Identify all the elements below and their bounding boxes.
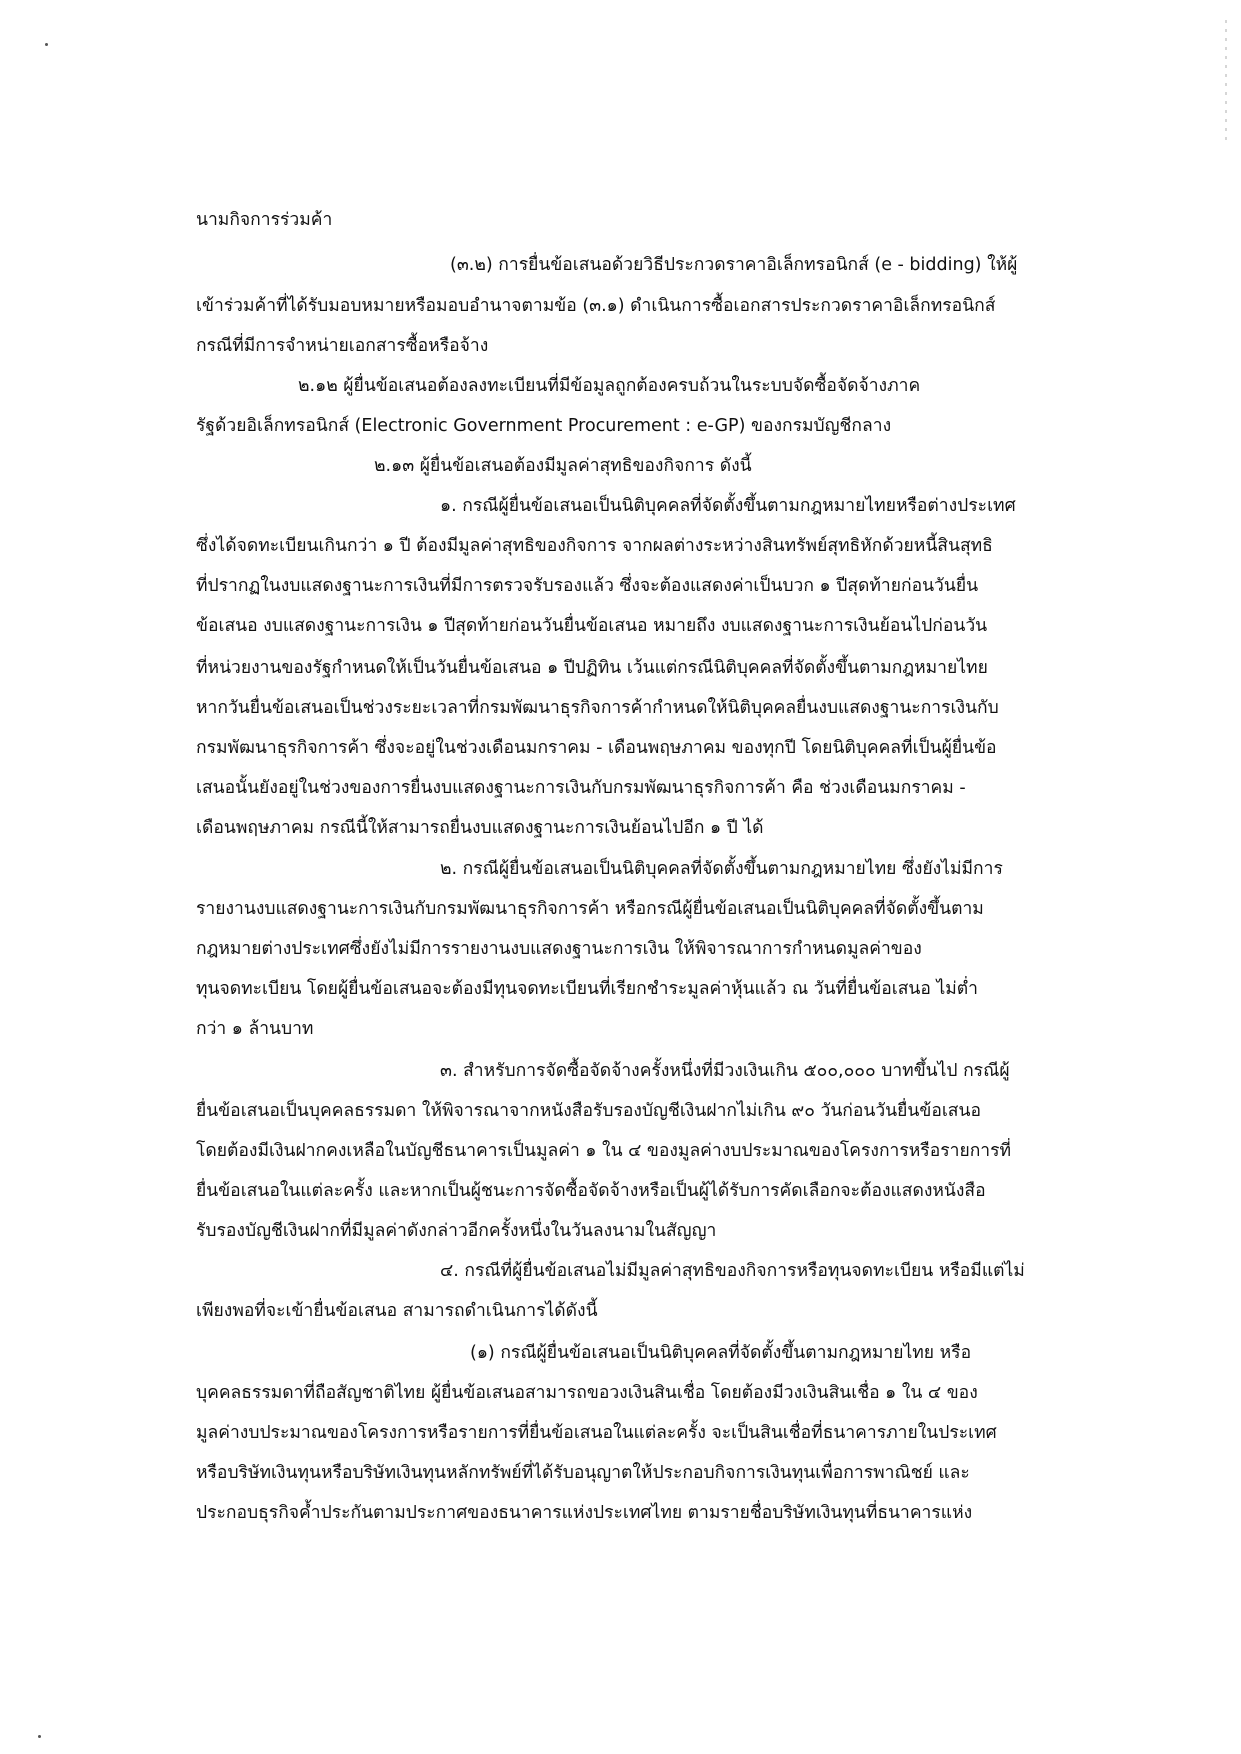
text-line: ซึ่งได้จดทะเบียนเกินกว่า ๑ ปี ต้องมีมูลค่าสุทธิของกิจการ จากผลต่างระหว่างสินทรัพย์สุทธิหักด้วยหนี้สินสุทธิ	[196, 536, 993, 556]
text-line: รับรองบัญชีเงินฝากที่มีมูลค่าดังกล่าวอีกครั้งหนึ่งในวันลงนามในสัญญา	[196, 1221, 717, 1241]
text-line: กรมพัฒนาธุรกิจการค้า ซึ่งจะอยู่ในช่วงเดือนมกราคม - เดือนพฤษภาคม ของทุกปี โดยนิติบุคคลที่เป็นผู้ยื่นข้อ	[196, 738, 997, 758]
text-line: เพียงพอที่จะเข้ายื่นข้อเสนอ สามารถดำเนินการได้ดังนี้	[196, 1301, 598, 1321]
text-line: ข้อเสนอ งบแสดงฐานะการเงิน ๑ ปีสุดท้ายก่อนวันยื่นข้อเสนอ หมายถึง งบแสดงฐานะการเงินย้อนไปก่อนวัน	[196, 616, 988, 636]
text-line: กฎหมายต่างประเทศซึ่งยังไม่มีการรายงานงบแสดงฐานะการเงิน ให้พิจารณาการกำหนดมูลค่าของ	[196, 939, 922, 959]
text-line: ยื่นข้อเสนอเป็นบุคคลธรรมดา ให้พิจารณาจากหนังสือรับรองบัญชีเงินฝากไม่เกิน ๙๐ วันก่อนวันยื่นข้อเสนอ	[196, 1101, 981, 1121]
text-line: กว่า ๑ ล้านบาท	[196, 1019, 314, 1039]
text-line: โดยต้องมีเงินฝากคงเหลือในบัญชีธนาคารเป็นมูลค่า ๑ ใน ๔ ของมูลค่างบประมาณของโครงการหรือรายการที่	[196, 1141, 1012, 1161]
text-line: มูลค่างบประมาณของโครงการหรือรายการที่ยื่นข้อเสนอในแต่ละครั้ง จะเป็นสินเชื่อที่ธนาคารภายในประเทศ	[196, 1423, 997, 1443]
text-line: กรณีที่มีการจำหน่ายเอกสารซื้อหรือจ้าง	[196, 336, 489, 356]
text-line: ๒.๑๓ ผู้ยื่นข้อเสนอต้องมีมูลค่าสุทธิของกิจการ ดังนี้	[374, 456, 752, 476]
text-line: ๑. กรณีผู้ยื่นข้อเสนอเป็นนิติบุคคลที่จัดตั้งขึ้นตามกฎหมายไทยหรือต่างประเทศ	[440, 496, 1016, 516]
text-line: ทุนจดทะเบียน โดยผู้ยื่นข้อเสนอจะต้องมีทุนจดทะเบียนที่เรียกชำระมูลค่าหุ้นแล้ว ณ วันที่ยื่นข้อเสนอ ไม่ต่ำ	[196, 979, 978, 999]
text-line: เข้าร่วมค้าที่ได้รับมอบหมายหรือมอบอำนาจตามข้อ (๓.๑) ดำเนินการซื้อเอกสารประกวดราคาอิเล็กทรอนิกส์	[196, 296, 996, 316]
text-line: ๒.๑๒ ผู้ยื่นข้อเสนอต้องลงทะเบียนที่มีข้อมูลถูกต้องครบถ้วนในระบบจัดซื้อจัดจ้างภาค	[298, 376, 921, 396]
scan-edge-marks	[1225, 20, 1227, 140]
text-line: ที่ปรากฏในงบแสดงฐานะการเงินที่มีการตรวจรับรองแล้ว ซึ่งจะต้องแสดงค่าเป็นบวก ๑ ปีสุดท้ายก่อนวันยื่น	[196, 576, 979, 596]
text-line: ประกอบธุรกิจค้ำประกันตามประกาศของธนาคารแห่งประเทศไทย ตามรายชื่อบริษัทเงินทุนที่ธนาคารแห่ง	[196, 1503, 973, 1523]
text-line: เสนอนั้นยังอยู่ในช่วงของการยื่นงบแสดงฐานะการเงินกับกรมพัฒนาธุรกิจการค้า คือ ช่วงเดือนมกราคม -	[196, 778, 966, 798]
scan-speck	[38, 1735, 41, 1738]
text-line: ๓. สำหรับการจัดซื้อจัดจ้างครั้งหนึ่งที่มีวงเงินเกิน ๕๐๐,๐๐๐ บาทขึ้นไป กรณีผู้	[440, 1061, 1010, 1081]
text-line: (๑) กรณีผู้ยื่นข้อเสนอเป็นนิติบุคคลที่จัดตั้งขึ้นตามกฎหมายไทย หรือ	[470, 1343, 972, 1363]
text-line: หรือบริษัทเงินทุนหรือบริษัทเงินทุนหลักทรัพย์ที่ได้รับอนุญาตให้ประกอบกิจการเงินทุนเพื่อการพาณิชย์ และ	[196, 1463, 970, 1483]
text-line: ๒. กรณีผู้ยื่นข้อเสนอเป็นนิติบุคคลที่จัดตั้งขึ้นตามกฎหมายไทย ซึ่งยังไม่มีการ	[440, 859, 1003, 879]
text-line: รัฐด้วยอิเล็กทรอนิกส์ (Electronic Government Procurement : e-GP) ของกรมบัญชีกลาง	[196, 416, 892, 436]
text-line: ที่หน่วยงานของรัฐกำหนดให้เป็นวันยื่นข้อเสนอ ๑ ปีปฏิทิน เว้นแต่กรณีนิติบุคคลที่จัดตั้งขึ้นตามกฎหมายไทย	[196, 658, 988, 678]
text-line: เดือนพฤษภาคม กรณีนี้ให้สามารถยื่นงบแสดงฐานะการเงินย้อนไปอีก ๑ ปี ได้	[196, 818, 764, 838]
text-line: หากวันยื่นข้อเสนอเป็นช่วงระยะเวลาที่กรมพัฒนาธุรกิจการค้ากำหนดให้นิติบุคคลยื่นงบแสดงฐานะการเงินกับ	[196, 698, 999, 718]
scan-speck	[45, 43, 48, 46]
text-line: บุคคลธรรมดาที่ถือสัญชาติไทย ผู้ยื่นข้อเสนอสามารถขอวงเงินสินเชื่อ โดยต้องมีวงเงินสินเชื่อ ๑ ใน ๔ ของ	[196, 1383, 978, 1403]
text-line: รายงานงบแสดงฐานะการเงินกับกรมพัฒนาธุรกิจการค้า หรือกรณีผู้ยื่นข้อเสนอเป็นนิติบุคคลที่จัดตั้งขึ้นตาม	[196, 899, 984, 919]
text-line: (๓.๒) การยื่นข้อเสนอด้วยวิธีประกวดราคาอิเล็กทรอนิกส์ (e - bidding) ให้ผู้	[450, 255, 1018, 275]
text-line: นามกิจการร่วมค้า	[196, 210, 333, 230]
text-line: ยื่นข้อเสนอในแต่ละครั้ง และหากเป็นผู้ชนะการจัดซื้อจัดจ้างหรือเป็นผู้ได้รับการคัดเลือกจะต้องแสดงหนังสือ	[196, 1181, 986, 1201]
text-line: ๔. กรณีที่ผู้ยื่นข้อเสนอไม่มีมูลค่าสุทธิของกิจการหรือทุนจดทะเบียน หรือมีแต่ไม่	[440, 1261, 1025, 1281]
